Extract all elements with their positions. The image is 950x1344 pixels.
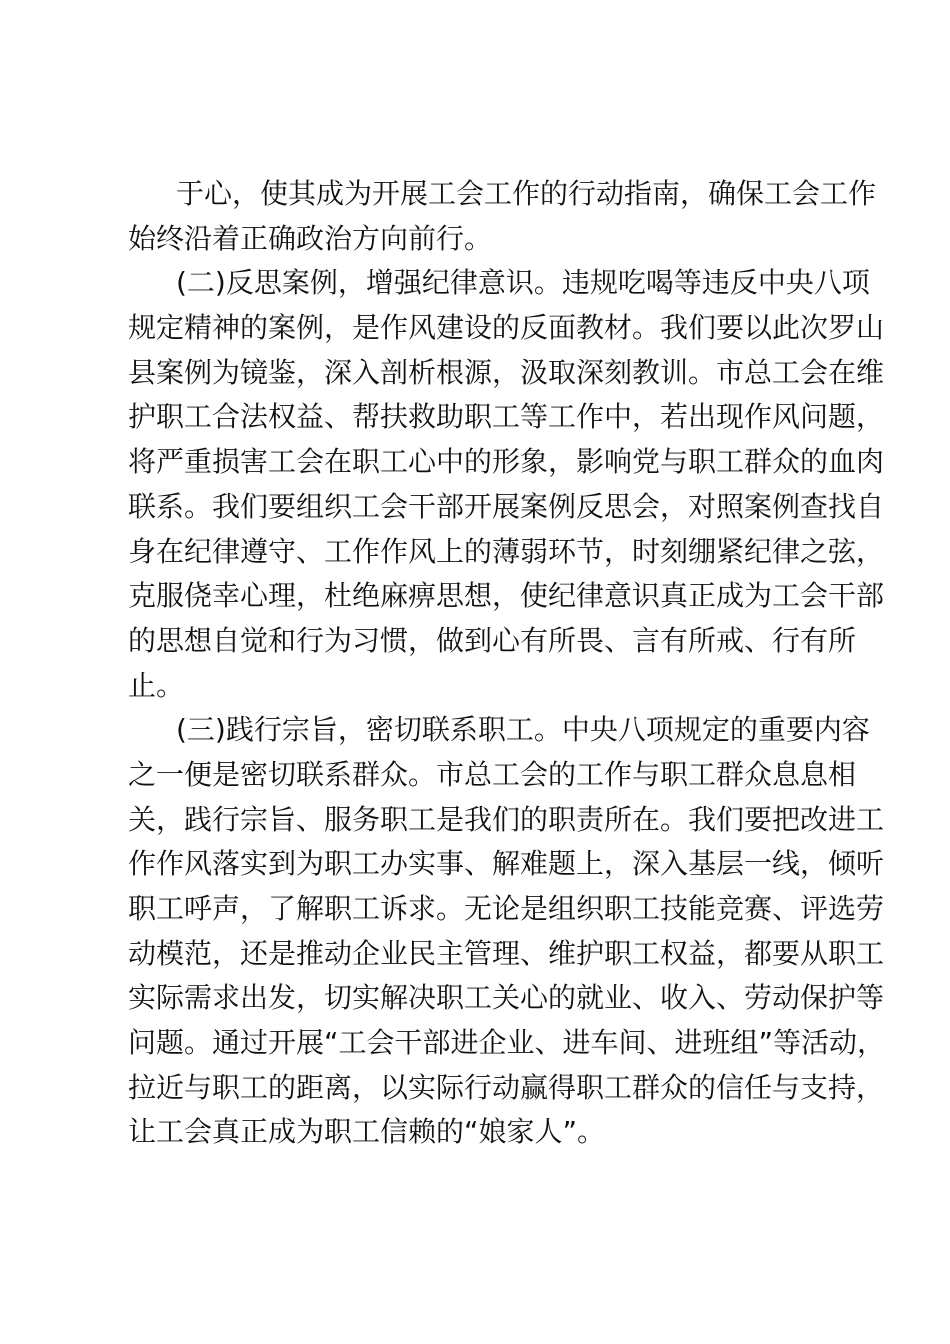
text-line: 拉近与职工的距离，以实际行动赢得职工群众的信任与支持， bbox=[128, 1070, 885, 1104]
text-line: 护职工合法权益、帮扶救助职工等工作中，若出现作风问题， bbox=[128, 400, 885, 434]
text-line: 联系。我们要组织工会干部开展案例反思会，对照案例查找自 bbox=[128, 489, 885, 523]
text-line: 实际需求出发，切实解决职工关心的就业、收入、劳动保护等 bbox=[128, 981, 885, 1015]
paragraph-heading-line: (二)反思案例，增强纪律意识。违规吃喝等违反中央八项 bbox=[176, 266, 870, 300]
text-line: 止。 bbox=[128, 668, 185, 702]
text-line: 的思想自觉和行为习惯，做到心有所畏、言有所戒、行有所 bbox=[128, 623, 857, 657]
text-line: 始终沿着正确政治方向前行。 bbox=[128, 221, 493, 255]
paragraph-heading-line: (三)践行宗旨，密切联系职工。中央八项规定的重要内容 bbox=[176, 713, 870, 747]
text-line: 动模范，还是推动企业民主管理、维护职工权益，都要从职工 bbox=[128, 936, 885, 970]
text-line: 县案例为镜鉴，深入剖析根源，汲取深刻教训。市总工会在维 bbox=[128, 355, 885, 389]
text-line: 克服侥幸心理，杜绝麻痹思想，使纪律意识真正成为工会干部 bbox=[128, 579, 885, 613]
document-body bbox=[128, 172, 886, 1155]
text-line: 规定精神的案例，是作风建设的反面教材。我们要以此次罗山 bbox=[128, 311, 885, 345]
text-line: 身在纪律遵守、工作作风上的薄弱环节，时刻绷紧纪律之弦， bbox=[128, 534, 885, 568]
text-line: 之一便是密切联系群众。市总工会的工作与职工群众息息相 bbox=[128, 757, 857, 791]
text-line: 让工会真正成为职工信赖的“娘家人”。 bbox=[128, 1115, 606, 1149]
text-line: 关，践行宗旨、服务职工是我们的职责所在。我们要把改进工 bbox=[128, 802, 885, 836]
text-line: 于心，使其成为开展工会工作的行动指南，确保工会工作 bbox=[176, 177, 877, 210]
text-line: 职工呼声，了解职工诉求。无论是组织职工技能竞赛、评选劳 bbox=[128, 892, 885, 925]
text-line: 问题。通过开展“工会干部进企业、进车间、进班组”等活动， bbox=[128, 1026, 886, 1060]
text-line: 作作风落实到为职工办实事、解难题上，深入基层一线，倾听 bbox=[128, 847, 885, 881]
text-line: 将严重损害工会在职工心中的形象，影响党与职工群众的血肉 bbox=[128, 445, 885, 479]
